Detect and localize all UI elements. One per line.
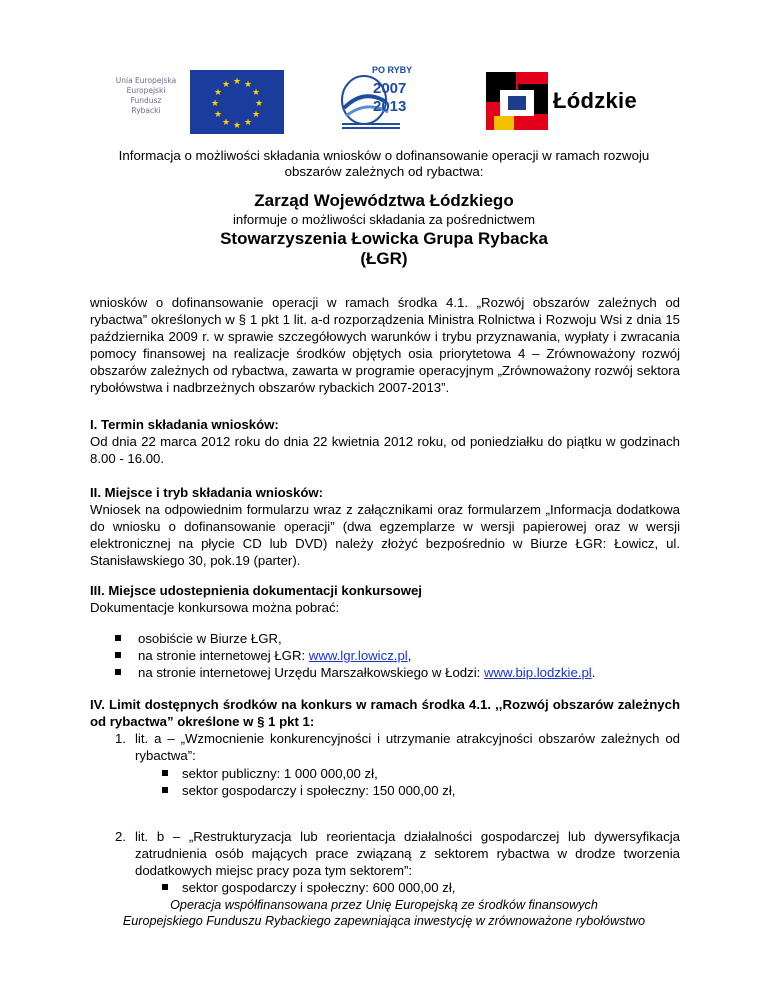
svg-text:★: ★ [213,88,223,98]
list-item-text: na stronie internetowej ŁGR: [138,648,309,663]
svg-text:★: ★ [243,80,253,90]
bullet-square-icon [115,635,121,641]
eu-fund-text-logo [114,76,178,116]
section-1-text: Od dnia 22 marca 2012 roku do dnia 22 kwietnia 2012 roku, od poniedziałku do piątku w godzinach 8.00 - 16.00. [90,434,680,466]
body-paragraph: wniosków o dofinansowanie operacji w ramach środka 4.1. „Rozwój obszarów zależnych od rybactwa” określonych w § 1 pkt 1 lit. a-d rozporządzenia Ministra Rolnictwa i Rozwoju Wsi z dnia 15 października 2009 r. w sprawie szczegółowych warunków i trybu przyznawania, wypłaty i zwracania pomocy finansowej na realizacje środków objętych osia priorytetowa 4 – Zrównoważony rozwój obszarów zależnych od rybactwa, zawarta w programie operacyjnym „Zrównoważony rozwój sektora rybołówstwa i nadbrzeżnych obszarów rybackich 2007-2013”. [90,295,680,395]
bullet-square-icon [162,770,168,776]
footer-line-2: Europejskiego Funduszu Rybackiego zapewniająca inwestycję w zrównoważone rybołówstwo [122,914,646,928]
list-item [162,879,662,896]
svg-text:★: ★ [251,88,261,98]
organization-name: Stowarzyszenia Łowicka Grupa Rybacka [220,229,548,248]
list-item-suffix: , [407,648,412,663]
eu-text-line: Rybacki [131,106,161,115]
section-1-heading: I. Termin składania wniosków: [90,417,279,432]
limit-item-2-sublist [162,879,662,896]
list-item-text: sektor gospodarczy i społeczny: 600 000,00 zł, [182,880,456,895]
lodzkie-wordmark: Łódzkie [553,88,637,113]
bullet-square-icon [115,652,121,658]
svg-text:★: ★ [243,118,253,128]
svg-text:★: ★ [221,80,231,90]
svg-text:★: ★ [210,99,220,109]
poryby-year-end: 2013 [373,98,407,115]
list-item-text: sektor publiczny: 1 000 000,00 zł, [182,766,378,781]
section-2-heading: II. Miejsce i tryb składania wniosków: [90,485,324,500]
organization-abbreviation: (ŁGR) [360,249,408,268]
item-number: 1. [115,731,126,746]
list-item [162,765,662,782]
bip-website-link[interactable]: www.bip.lodzkie.pl [483,665,592,680]
svg-text:★: ★ [221,118,231,128]
svg-text:★: ★ [251,110,261,120]
list-item-text: sektor gospodarczy i społeczny: 150 000,00 zł, [182,783,456,798]
section-2-text: Wniosek na odpowiednim formularzu wraz z załącznikami oraz formularzem „Informacja dodatkowa do wniosku o dofinansowanie operacji” (dwa egzemplarze w wersji papierowej oraz w wersji elektronicznej na płycie CD lub DVD) należy złożyć bezpośrednio w Biurze ŁGR: Łowicz, ul. Stanisławskiego 30, pok.19 (parter). [90,502,680,568]
limit-item-1 [115,730,680,764]
poryby-year-start: 2007 [373,80,407,97]
section-3-heading: III. Miejsce udostepnienia dokumentacji konkursowej [90,583,422,598]
page-subtitle: informuje o możliwości składania za pośrednictwem [233,212,535,227]
eu-flag-icon [190,70,284,134]
eu-text-line: Fundusz [130,96,162,105]
bullet-square-icon [115,669,121,675]
bullet-square-icon [162,884,168,890]
list-item [115,630,675,647]
list-item-suffix: . [591,665,596,680]
po-ryby-logo [334,60,413,135]
eu-text-line: Europejski [126,86,166,95]
svg-text:★: ★ [213,110,223,120]
limit-item-2 [115,828,680,879]
footer-line-1: Operacja współfinansowana przez Unię Europejską ze środków finansowych [170,898,598,912]
poryby-title: PO RYBY [372,65,413,75]
logo-bar [0,60,768,140]
list-item-text: osobiście w Biurze ŁGR, [138,631,282,646]
list-item [115,647,675,664]
section-3-text: Dokumentacje konkursowa można pobrać: [90,600,340,615]
page-title: Zarząd Województwa Łódzkiego [254,191,514,210]
svg-text:★: ★ [232,77,242,87]
svg-text:★: ★ [254,99,264,109]
intro-text: Informacja o możliwości składania wniosków o dofinansowanie operacji w ramach rozwoju obszarów zależnych od rybactwa: [118,148,650,179]
svg-text:★: ★ [232,121,242,131]
lodzkie-emblem-icon [486,72,548,130]
item-text: lit. b – „Restrukturyzacja lub reorientacja działalności gospodarczej lub dywersyfikacja zatrudnienia osób mających prace związaną z sektorem rybactwa w drodze tworzenia dodatkowych miejsc pracy poza tym sektorem”: [135,829,680,878]
item-text: lit. a – „Wzmocnienie konkurencyjności i utrzymanie atrakcyjności obszarów zależnych od rybactwa”: [135,731,680,763]
bullet-square-icon [162,787,168,793]
lgr-website-link[interactable]: www.lgr.lowicz.pl [308,648,408,663]
limit-item-1-sublist [162,765,662,799]
list-item [162,782,662,799]
list-item [115,664,675,681]
item-number: 2. [115,829,126,844]
section-4-heading: IV. Limit dostępnych środków na konkurs w ramach środka 4.1. ,,Rozwój obszarów zależnych od rybactwa” określone w § 1 pkt 1: [90,697,680,729]
download-locations-list [115,630,675,681]
eu-text-line: Unia Europejska [115,76,177,85]
list-item-text: na stronie internetowej Urzędu Marszałkowskiego w Łodzi: [138,665,484,680]
